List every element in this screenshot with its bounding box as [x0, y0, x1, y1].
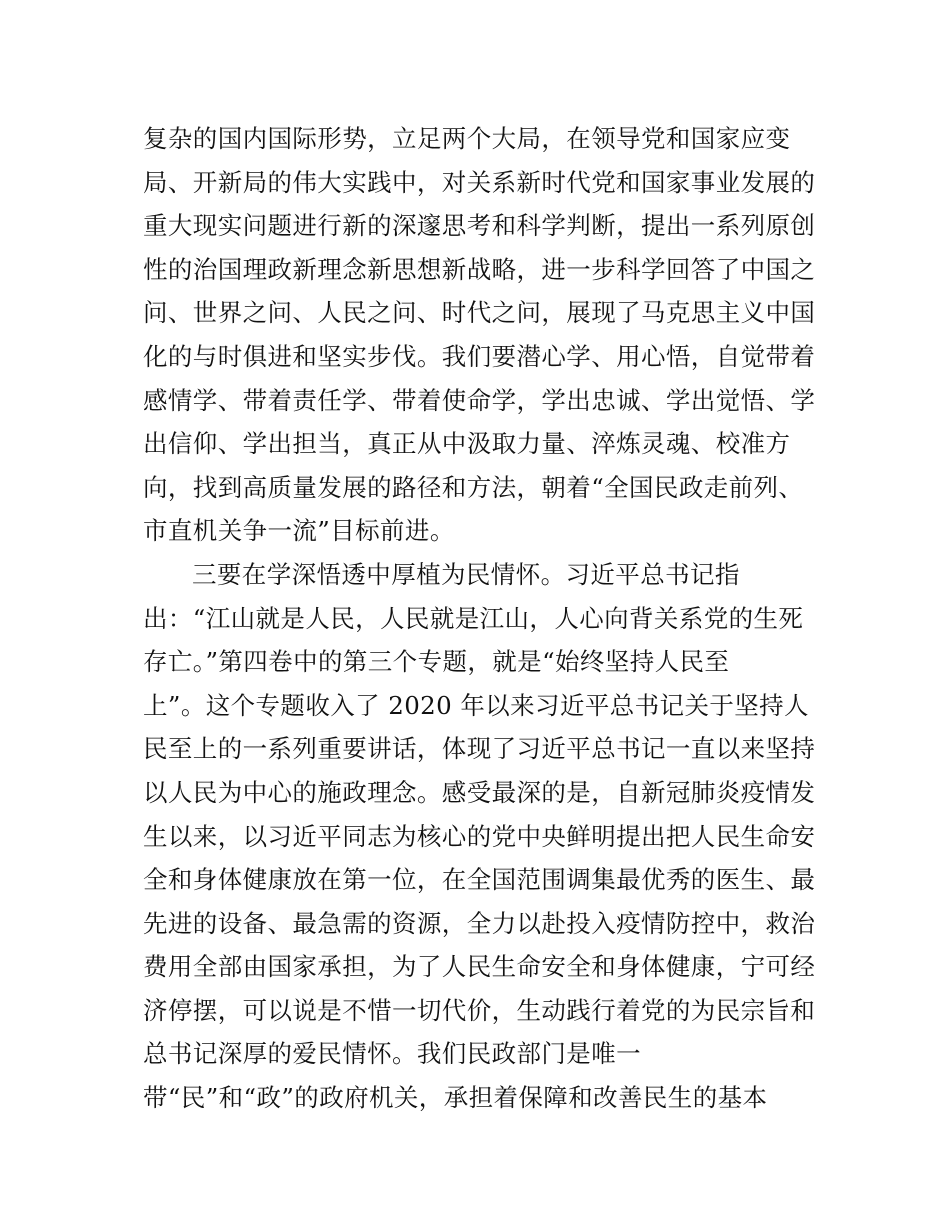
text-line: 出：“江山就是人民，人民就是江山，人心向背关系党的生死	[143, 603, 804, 633]
text-line: 总书记深厚的爱民情怀。我们民政部门是唯一	[143, 1039, 641, 1069]
text-line: 化的与时俱进和坚实步伐。我们要潜心学、用心悟，自觉带着	[143, 341, 816, 371]
body-text	[143, 117, 823, 1120]
text-line: 生以来，以习近平同志为核心的党中央鲜明提出把人民生命安	[143, 821, 816, 851]
text-line: 带“民”和“政”的政府机关，承担着保障和改善民生的基本	[143, 1083, 768, 1113]
text-line: 以人民为中心的施政理念。感受最深的是，自新冠肺炎疫情发	[143, 777, 816, 807]
text-line: 复杂的国内国际形势，立足两个大局，在领导党和国家应变	[143, 124, 791, 153]
text-line: 性的治国理政新理念新思想新战略，进一步科学回答了中国之	[143, 254, 816, 284]
text-line: 全和身体健康放在第一位，在全国范围调集最优秀的医生、最	[143, 865, 816, 895]
text-line: 局、开新局的伟大实践中，对关系新时代党和国家事业发展的	[143, 167, 816, 197]
text-line: 市直机关争一流”目标前进。	[143, 516, 455, 546]
text-line: 费用全部由国家承担，为了人民生命安全和身体健康，宁可经	[143, 952, 816, 982]
text-line: 向，找到高质量发展的路径和方法，朝着“全国民政走前列、	[143, 472, 804, 502]
text-line: 民至上的一系列重要讲话，体现了习近平总书记一直以来坚持	[143, 734, 816, 764]
text-line: 先进的设备、最急需的资源，全力以赴投入疫情防控中，救治	[143, 908, 816, 938]
text-line: 问、世界之问、人民之问、时代之问，展现了马克思主义中国	[143, 298, 816, 328]
text-line: 济停摆，可以说是不惜一切代价，生动践行着党的为民宗旨和	[143, 995, 816, 1025]
text-line: 存亡。”第四卷中的第三个专题，就是“始终坚持人民至	[143, 647, 730, 677]
paragraph-heading-line: 三要在学深悟透中厚植为民情怀。习近平总书记指	[192, 559, 740, 589]
text-line: 出信仰、学出担当，真正从中汲取力量、淬炼灵魂、校准方	[143, 429, 791, 459]
text-line: 感情学、带着责任学、带着使命学，学出忠诚、学出觉悟、学	[143, 385, 816, 415]
text-line: 重大现实问题进行新的深邃思考和科学判断，提出一系列原创	[143, 211, 816, 241]
text-line: 上”。这个专题收入了 2020 年以来习近平总书记关于坚持人	[143, 690, 809, 720]
